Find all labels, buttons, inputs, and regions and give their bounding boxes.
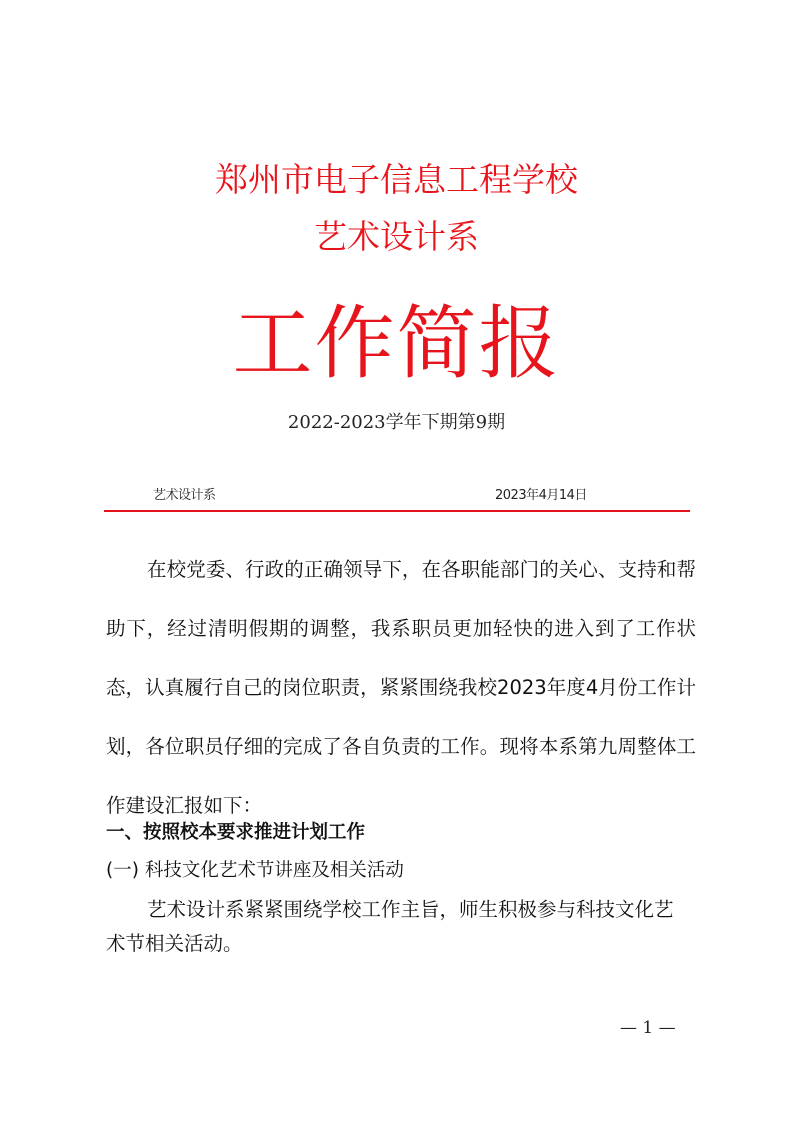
intro-paragraph: 在校党委、行政的正确领导下，在各职能部门的关心、支持和帮助下，经过清明假期的调整，我系职员更加轻快的进入到了工作状态，认真履行自己的岗位职责，紧紧围绕我校2023年度4月份工作计划，各位职员仔细的完成了各自负责的工作。现将本系第九周整体工作建设汇报如下：: [106, 558, 696, 817]
department-name: 艺术设计系: [314, 217, 479, 256]
issuer-label: 艺术设计系: [153, 488, 216, 503]
section-heading: 一、按照校本要求推进计划工作: [106, 822, 366, 843]
school-name: 郑州市电子信息工程学校: [215, 160, 578, 199]
subsection-paragraph: 艺术设计系紧紧围绕学校工作主旨，师生积极参与科技文化艺术节相关活动。: [106, 898, 674, 955]
issue-number: 2022-2023学年下期第9期: [287, 412, 506, 433]
red-divider-line: [104, 510, 690, 512]
masthead-title: 工作简报: [232, 297, 561, 390]
subsection-heading: (一) 科技文化艺术节讲座及相关活动: [106, 860, 404, 881]
page-number: — 1 —: [620, 1018, 676, 1038]
issue-date: 2023年4月14日: [495, 488, 587, 503]
